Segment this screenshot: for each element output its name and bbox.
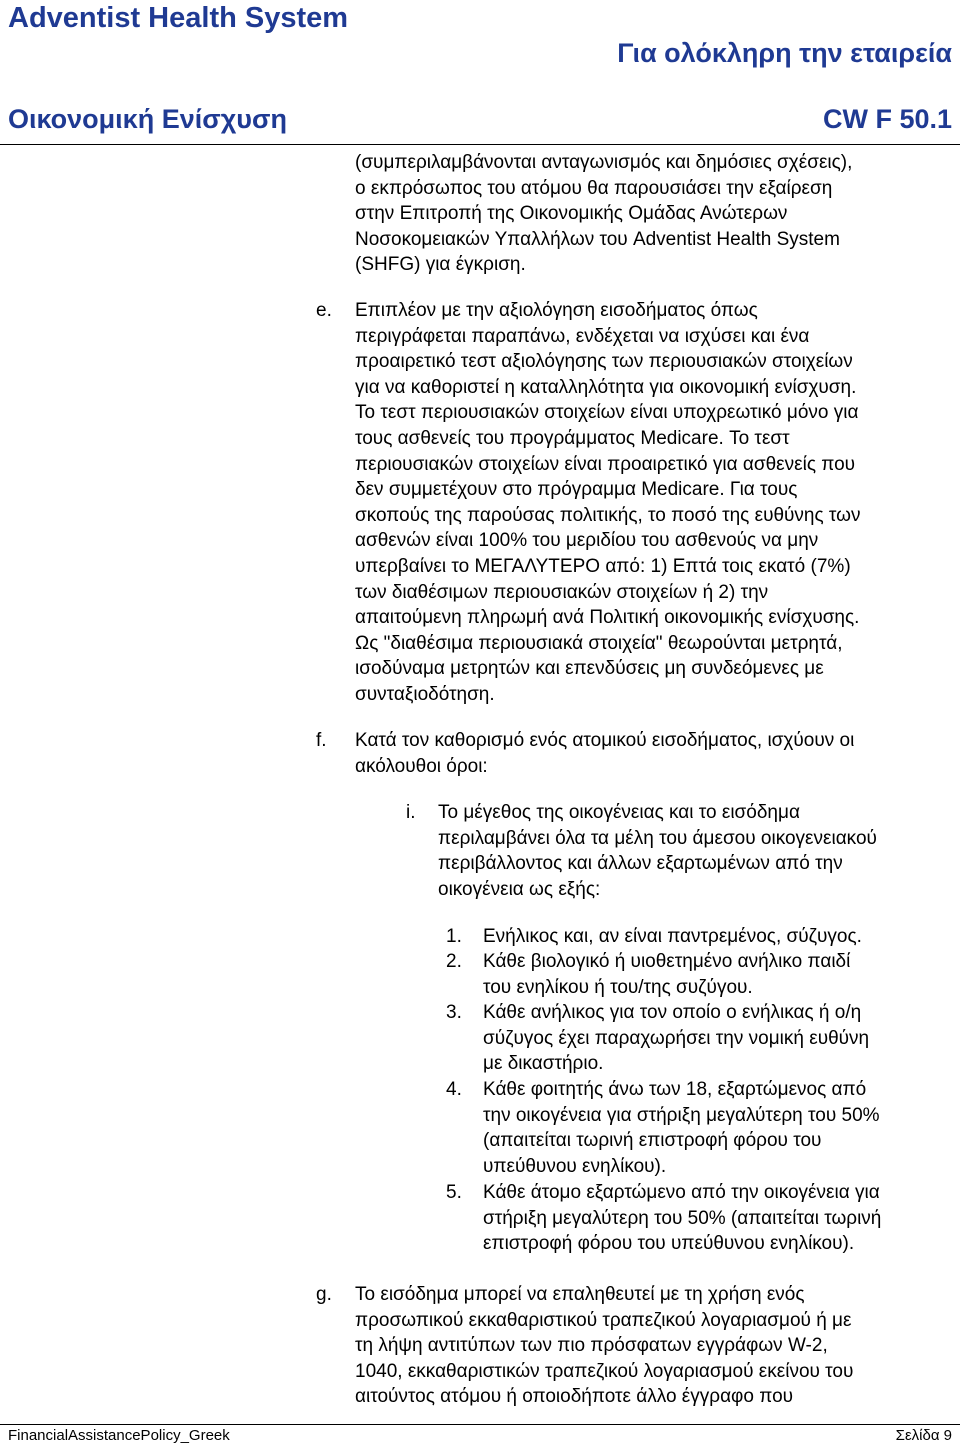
text-line: (συμπεριλαμβάνονται ανταγωνισμός και δημόσιες σχέσεις), — [355, 152, 853, 173]
item-e-paragraph — [355, 298, 861, 708]
text-line: (απαιτείται τωρινή επιστροφή φόρου του — [483, 1130, 822, 1152]
policy-scope: Για ολόκληρη την εταιρεία — [617, 38, 952, 68]
text-line: τους ασθενείς του προγράμματος Medicare. Το τεστ — [355, 427, 790, 449]
text-line: αιτούντος ατόμου ή οποιοδήποτε άλλο έγγραφο που — [355, 1386, 794, 1408]
item-g-marker: g. — [316, 1284, 332, 1305]
text-line: δεν συμμετέχουν στο πρόγραμμα Medicare. Για τους — [355, 479, 798, 501]
text-line: Ως "διαθέσιμα περιουσιακά στοιχεία" θεωρούνται μετρητά, — [355, 632, 843, 654]
text-line: στήριξη μεγαλύτερη του 50% (απαιτείται τωρινή — [483, 1207, 882, 1229]
list-item-4-marker: 4. — [446, 1079, 462, 1100]
text-line: συνταξιοδότηση. — [355, 683, 495, 705]
text-line: υπερβαίνει το ΜΕΓΑΛΥΤΕΡΟ από: 1) Επτά τοις εκατό (7%) — [355, 555, 851, 577]
text-line: Το μέγεθος της οικογένειας και το εισόδημα — [438, 802, 800, 823]
text-line: οικογένεια ως εξής: — [438, 878, 601, 900]
text-line: τη λήψη αντιτύπων των πιο πρόσφατων εγγράφων W-2, — [355, 1335, 828, 1357]
list-item-2-marker: 2. — [446, 951, 462, 972]
text-line: περιβάλλοντος και άλλων εξαρτωμένων από την — [438, 853, 843, 875]
text-line: ισοδύναμα μετρητών και επενδύσεις μη συνδεόμενες με — [355, 658, 824, 680]
text-line: Ενήλικος και, αν είναι παντρεμένος, σύζυγος. — [483, 926, 862, 947]
item-i-marker: i. — [406, 802, 416, 823]
list-item-5-marker: 5. — [446, 1182, 462, 1203]
text-line: ασθενών είναι 100% του μεριδίου του ασθενούς να μην — [355, 530, 819, 552]
text-line: επιστροφή φόρου του υπεύθυνου ενηλίκου). — [483, 1233, 855, 1255]
item-f-marker: f. — [316, 730, 327, 751]
text-line: ακόλουθοι όροι: — [355, 755, 488, 777]
text-line: Κάθε φοιτητής άνω των 18, εξαρτώμενος από — [483, 1079, 867, 1100]
policy-code: CW F 50.1 — [822, 104, 952, 134]
item-e-marker: e. — [316, 300, 332, 321]
text-line: με δικαστήριο. — [483, 1053, 604, 1075]
list-item-4 — [483, 1077, 880, 1179]
text-line: Κατά τον καθορισμό ενός ατομικού εισοδήματος, ισχύουν οι — [355, 730, 855, 751]
text-line: προσωπικού εκκαθαριστικού τραπεζικού λογαριασμού ή με — [355, 1309, 852, 1331]
text-line: (SHFG) για έγκριση. — [355, 254, 526, 276]
text-line: Κάθε άτομο εξαρτώμενο από την οικογένεια για — [483, 1182, 880, 1203]
item-i-paragraph — [438, 800, 877, 902]
footer-page-number: Σελίδα 9 — [895, 1427, 952, 1444]
text-line: 1040, εκκαθαριστικών τραπεζικού λογαριασμού εκείνου του — [355, 1360, 854, 1382]
item-f-paragraph — [355, 728, 854, 779]
text-line: Το τεστ περιουσιακών στοιχείων είναι υποχρεωτικό μόνο για — [355, 402, 859, 424]
text-line: Επιπλέον με την αξιολόγηση εισοδήματος όπως — [355, 300, 758, 321]
text-line: περιουσιακών στοιχείων είναι προαιρετικό για ασθενείς που — [355, 453, 856, 475]
text-line: ο εκπρόσωπος του ατόμου θα παρουσιάσει την εξαίρεση — [355, 177, 833, 199]
list-item-2 — [483, 949, 850, 1000]
text-line: σύζυγος έχει παραχωρήσει την νομική ευθύνη — [483, 1027, 870, 1049]
text-line: υπεύθυνου ενηλίκου). — [483, 1155, 667, 1177]
text-line: Το εισόδημα μπορεί να επαληθευτεί με τη χρήση ενός — [355, 1284, 805, 1305]
footer-divider — [0, 1424, 960, 1425]
text-line: του ενηλίκου ή του/της συζύγου. — [483, 976, 753, 998]
header-divider — [0, 144, 960, 145]
text-line: στην Επιτροπή της Οικονομικής Ομάδας Ανώτερων — [355, 203, 788, 225]
text-line: περιγράφεται παραπάνω, ενδέχεται να ισχύσει και ένα — [355, 325, 810, 347]
list-item-1 — [483, 924, 862, 950]
item-g-paragraph — [355, 1282, 853, 1410]
text-line: των διαθέσιμων περιουσιακών στοιχείων ή 2) την — [355, 581, 769, 603]
text-line: για να καθοριστεί η καταλληλότητα για οικονομική ενίσχυση. — [355, 376, 857, 398]
text-line: Νοσοκομειακών Υπαλλήλων του Adventist Health System — [355, 228, 840, 250]
organization-name: Adventist Health System — [8, 2, 349, 34]
text-line: Κάθε ανήλικος για τον οποίο ο ενήλικας ή ο/η — [483, 1002, 862, 1023]
continuation-paragraph — [355, 150, 852, 278]
text-line: Κάθε βιολογικό ή υιοθετημένο ανήλικο παιδί — [483, 951, 851, 972]
text-line: την οικογένεια για στήριξη μεγαλύτερη του 50% — [483, 1104, 880, 1126]
text-line: περιλαμβάνει όλα τα μέλη του άμεσου οικογενειακού — [438, 827, 877, 849]
list-item-1-marker: 1. — [446, 926, 462, 947]
text-line: απαιτούμενη πληρωμή ανά Πολιτική οικονομικής ενίσχυσης. — [355, 607, 860, 629]
text-line: σκοπούς της παρούσας πολιτικής, το ποσό της ευθύνης των — [355, 504, 861, 526]
text-line: προαιρετικό τεστ αξιολόγησης των περιουσιακών στοιχείων — [355, 351, 853, 373]
list-item-5 — [483, 1180, 881, 1257]
policy-title: Οικονομική Ενίσχυση — [8, 104, 287, 134]
list-item-3 — [483, 1000, 869, 1077]
footer-filename: FinancialAssistancePolicy_Greek — [8, 1427, 230, 1444]
list-item-3-marker: 3. — [446, 1002, 462, 1023]
